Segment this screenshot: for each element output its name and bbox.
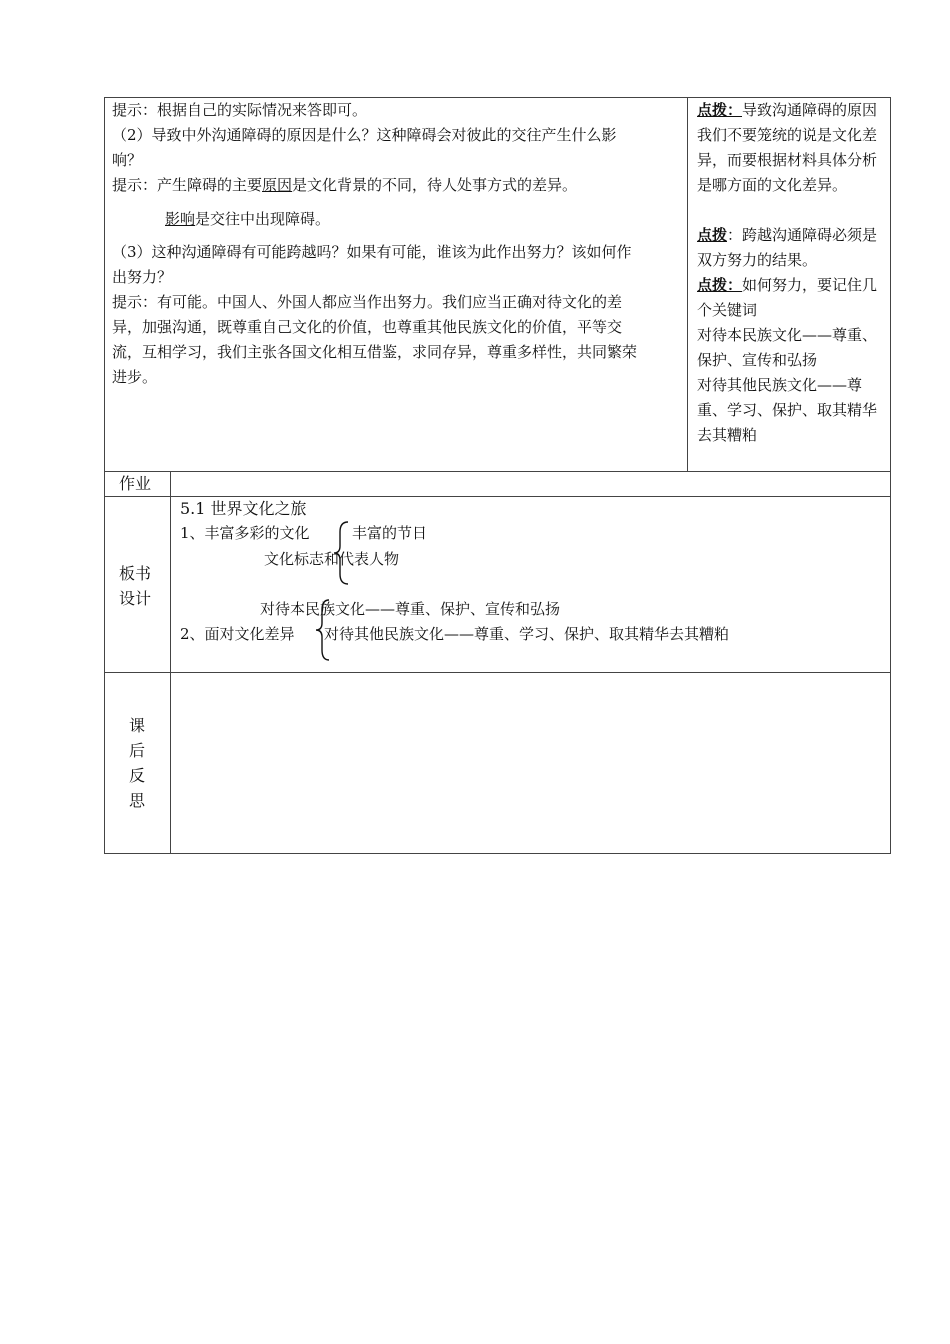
board-item-2: 2、面对文化差异 [180, 625, 295, 643]
board-item-1: 1、丰富多彩的文化 [180, 524, 310, 542]
note-3-item-2: 对待其他民族文化——尊重、学习、保护、取其精华去其糟粕 [697, 376, 878, 444]
board-item-1-sub-1: 丰富的节日 [352, 524, 428, 542]
hint-2-keyword-reason: 原因 [262, 176, 293, 194]
table-right-border [890, 97, 891, 854]
reflection-label-char-3: 反 [129, 766, 146, 785]
hint-2-rest: 是文化背景的不同，待人处事方式的差异。 [292, 176, 578, 194]
note-3-text: 如何努力，要记住几个关键词 [697, 276, 878, 319]
brace-icon [312, 598, 334, 662]
question-2-line-1: （2）导致中外沟通障碍的原因是什么？这种障碍会对彼此的交往产生什么影 [112, 126, 617, 144]
note-1-text: 导致沟通障碍的原因我们不要笼统的说是文化差异，而要根据材料具体分析是哪方面的文化差异。 [697, 101, 878, 194]
row-divider-homework-top [104, 471, 891, 472]
board-item-2-sub-1: 对待本民族文化——尊重、保护、宣传和弘扬 [260, 600, 561, 618]
hint-3-line-3: 流，互相学习，我们主张各国文化相互借鉴，求同存异，尊重多样性，共同繁荣 [112, 343, 638, 361]
brace-icon [330, 520, 354, 586]
question-2-line-2: 响？ [112, 151, 143, 169]
note-1-label: 点拨： [697, 101, 743, 119]
note-2 [697, 223, 883, 273]
reflection-label-char-2: 后 [129, 741, 146, 760]
note-2-text: ：跨越沟通障碍必须是双方努力的结果。 [697, 226, 878, 269]
hint-3-line-2: 异，加强沟通，既尊重自己文化的价值，也尊重其他民族文化的价值，平等交 [112, 318, 623, 336]
reflection-label-char-4: 思 [129, 791, 146, 810]
reflection-label-char-1: 课 [129, 716, 146, 735]
hint-2b-rest: 是交往中出现障碍。 [195, 210, 331, 228]
table-left-border [104, 97, 105, 854]
board-label-line-1: 板书 [119, 564, 152, 583]
hint-2 [112, 173, 577, 197]
hint-3-line-1: 提示：有可能。中国人、外国人都应当作出努力。我们应当正确对待文化的差 [112, 293, 623, 311]
board-label-line-2: 设计 [119, 589, 152, 608]
table-bottom-border [104, 853, 891, 854]
label-column-divider [170, 471, 171, 854]
board-title: 5.1 世界文化之旅 [180, 499, 307, 518]
hint-1: 提示：根据自己的实际情况来答即可。 [112, 101, 368, 119]
hint-2-prefix: 提示：产生障碍的主要 [112, 176, 263, 194]
board-item-2-sub-2: 对待其他民族文化——尊重、学习、保护、取其精华去其糟粕 [324, 625, 730, 643]
board-item-1-sub-2: 文化标志和代表人物 [264, 550, 400, 568]
hint-3-line-4: 进步。 [112, 368, 158, 386]
question-3-line-2: 出努力？ [112, 268, 173, 286]
notes-column-divider [687, 97, 688, 472]
hint-2b-keyword-influence: 影响 [165, 210, 196, 228]
note-3-item-1: 对待本民族文化——尊重、保护、宣传和弘扬 [697, 326, 878, 369]
homework-label: 作业 [119, 474, 152, 493]
note-1 [697, 98, 883, 198]
row-divider-reflection-top [104, 672, 891, 673]
note-3-label: 点拨： [697, 276, 743, 294]
hint-2b [165, 207, 330, 231]
note-3 [697, 273, 883, 323]
question-3-line-1: （3）这种沟通障碍有可能跨越吗？如果有可能，谁该为此作出努力？该如何作 [112, 243, 632, 261]
note-2-label: 点拨 [697, 226, 728, 244]
